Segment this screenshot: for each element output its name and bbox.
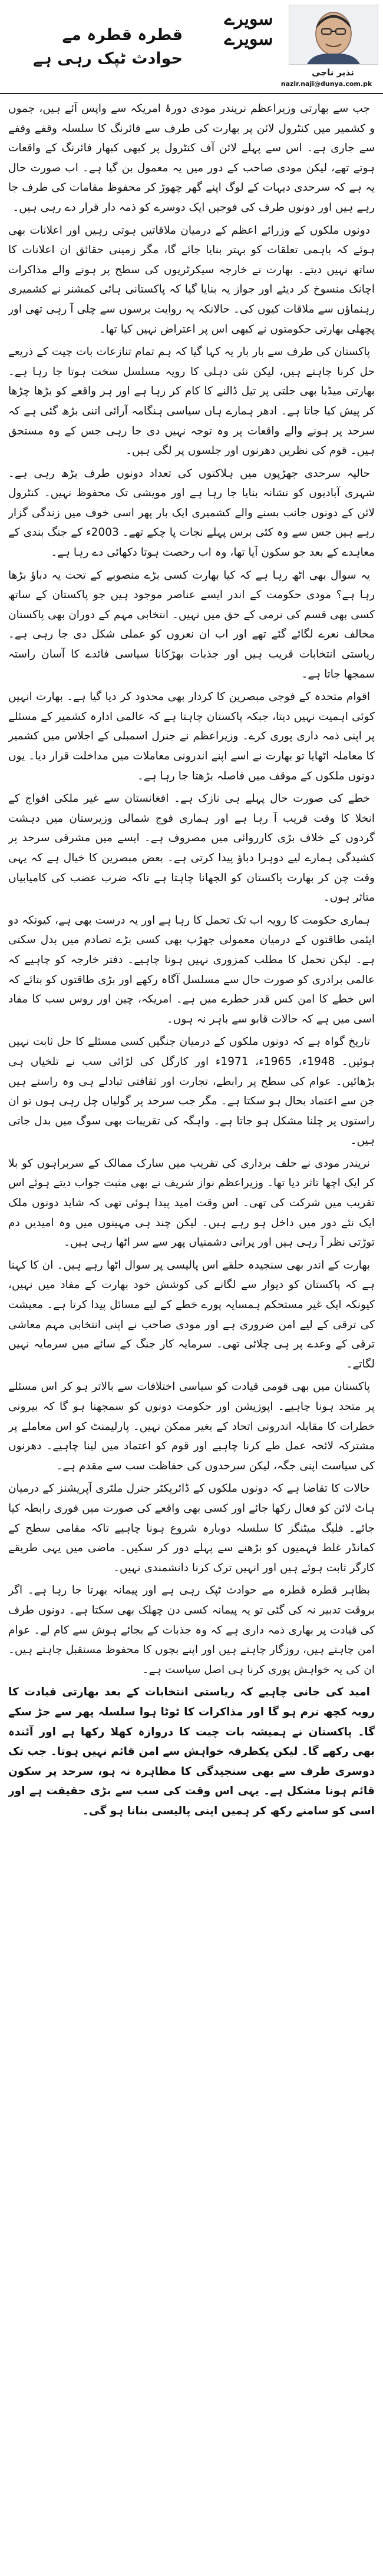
article-paragraph: پاکستان میں بھی قومی قیادت کو سیاسی اختلافات سے بالاتر ہو کر اس مسئلے پر متحد ہونا چاہیے۔ اپوزیشن اور حکومت دونوں کو سمجھنا ہو گا کہ بیرونی خطرات کا مقابلہ اندرونی اتحاد کے بغیر ممکن نہیں۔ پارلیمنٹ کو اس معاملے پر مشترکہ لائحہ عمل طے کرنا چاہیے اور قوم کو اعتماد میں لینا چاہیے۔ دھرنوں کی سیاست اپنی جگہ، لیکن سرحدوں کی حفاظت سب سے مقدم ہے۔: [8, 1380, 375, 1472]
column-logo: [213, 9, 284, 49]
column-headline: قطرہ قطرہ مے حوادث ٹپک رہی ہے: [33, 26, 183, 68]
article-paragraph: بظاہر قطرہ قطرہ مے حوادث ٹپک رہی ہے اور پیمانہ بھرتا جا رہا ہے۔ اگر بروقت تدبیر نہ کی گئی تو یہ پیمانہ کسی دن چھلک بھی سکتا ہے۔ دونوں طرف کی قیادت پر بھاری ذمہ داری ہے کہ وہ جذبات کے بجائے ہوش سے کام لے۔ عوام امن چاہتے ہیں، روزگار چاہتے ہیں اور اپنے بچوں کا محفوظ مستقبل چاہتے ہیں۔ ان کی یہ خواہش پوری کرنا ہی اصل سیاست ہے۔: [8, 1584, 375, 1676]
column-header: [0, 0, 383, 94]
article-paragraph: تاریخ گواہ ہے کہ دونوں ملکوں کے درمیان جنگیں کسی مسئلے کا حل ثابت نہیں ہوئیں۔ 1948ء، 1965ء، 1971ء اور کارگل کی لڑائی سب نے تلخیاں ہی بڑھائیں۔ عوام کی سطح پر رابطے، تجارت اور ثقافتی تبادلے ہی وہ راستے ہیں جن سے اعتماد بحال ہو سکتا ہے۔ مگر جب سرحد پر گولیاں چل رہی ہوں تو ان راستوں پر چلنا مشکل ہو جاتا ہے۔ واہگہ کی تقریبات بھی سوگ میں بدل جاتی ہیں۔: [8, 1035, 375, 1147]
article-paragraph: ہماری حکومت کا رویہ اب تک تحمل کا رہا ہے اور یہ درست بھی ہے، کیونکہ دو ایٹمی طاقتوں کے درمیان معمولی جھڑپ بھی کسی بڑے تصادم میں بدل سکتی ہے۔ لیکن تحمل کا مطلب کمزوری نہیں ہونا چاہیے۔ دفتر خارجہ کو چاہیے کہ عالمی برادری کو صورت حال سے مسلسل آگاہ رکھے اور بڑی طاقتوں کو بتائے کہ اس خطے کا امن کس قدر خطرے میں ہے۔ امریکہ، چین اور روس سب کا مفاد اسی میں ہے کہ حالات قابو سے باہر نہ ہوں۔: [8, 914, 375, 1025]
author-name: نذیر ناجی: [312, 67, 354, 78]
column-logo-line2: سویرے: [224, 29, 273, 49]
article-paragraph: حالیہ سرحدی جھڑپوں میں ہلاکتوں کی تعداد دونوں طرف بڑھ رہی ہے۔ شہری آبادیوں کو نشانہ بنایا جا رہا ہے اور مویشی تک محفوظ نہیں۔ کنٹرول لائن کے دونوں جانب بسنے والے کشمیری ایک بار پھر اسی خوف میں زندگی گزار رہے ہیں جس سے وہ کئی برس پہلے نجات پا چکے تھے۔ 2003ء کے جنگ بندی کے معاہدے کے بعد جو سکون آیا تھا، وہ اب رخصت ہوتا دکھائی دے رہا ہے۔: [8, 467, 375, 559]
author-portrait-image: [289, 5, 378, 64]
author-portrait: [289, 5, 378, 65]
article-paragraph: نریندر مودی نے حلف برداری کی تقریب میں سارک ممالک کے سربراہوں کو بلا کر ایک اچھا تاثر دیا تھا۔ وزیراعظم نواز شریف نے بھی مثبت جواب دیتے ہوئے اس تقریب میں شرکت کی تھی۔ اس وقت امید پیدا ہوئی تھی کہ شاید دونوں ملک ایک نئے دور میں داخل ہو رہے ہیں۔ لیکن چند ہی مہینوں میں وہ امیدیں دم توڑتی نظر آ رہی ہیں اور پرانی دشمنیاں پھر سے سر اٹھا رہی ہیں۔: [8, 1157, 375, 1249]
article-paragraph: اقوام متحدہ کے فوجی مبصرین کا کردار بھی محدود کر دیا گیا ہے۔ بھارت انہیں کوئی اہمیت نہیں دیتا، جبکہ پاکستان چاہتا ہے کہ عالمی ادارہ کشمیر کے مسئلے پر اپنی ذمہ داری پوری کرے۔ وزیراعظم نے جنرل اسمبلی کے اجلاس میں کشمیر کا معاملہ اٹھایا تو بھارت نے اسے اپنے اندرونی معاملات میں مداخلت قرار دیا۔ یوں دونوں ملکوں کے موقف میں فاصلہ بڑھتا جا رہا ہے۔: [8, 691, 375, 782]
article-paragraph: حالات کا تقاضا ہے کہ دونوں ملکوں کے ڈائریکٹر جنرل ملٹری آپریشنز کے درمیان ہاٹ لائن کو فعال رکھا جائے اور کسی بھی واقعے کی صورت میں فوری رابطہ کیا جائے۔ فلیگ میٹنگز کا سلسلہ دوبارہ شروع ہونا چاہیے تاکہ مقامی سطح کے کمانڈر غلط فہمیوں کو بڑھنے سے پہلے دور کر سکیں۔ ماضی میں یہی طریقے کارگر ثابت ہوئے ہیں اور انہیں ترک کرنا دانشمندی نہیں۔: [8, 1482, 375, 1574]
article-paragraph: یہ سوال بھی اٹھ رہا ہے کہ کیا بھارت کسی بڑے منصوبے کے تحت یہ دباؤ بڑھا رہا ہے؟ مودی حکومت کے اندر ایسے عناصر موجود ہیں جو پاکستان کے ساتھ کسی بھی قسم کی نرمی کے حق میں نہیں۔ انتخابی مہم کے دوران بھی پاکستان مخالف نعرے لگائے گئے تھے اور اب ان نعروں کو عملی شکل دی جا رہی ہے۔ ریاستی انتخابات قریب ہیں اور جذبات بھڑکانا سیاسی فائدے کا آسان راستہ سمجھا جاتا ہے۔: [8, 569, 375, 680]
article-paragraph: دونوں ملکوں کے وزرائے اعظم کے درمیان ملاقاتیں ہوتی رہیں اور اعلانات بھی ہوئے کہ باہمی تعلقات کو بہتر بنایا جائے گا، مگر زمینی حقائق ان اعلانات کا ساتھ نہیں دیتے۔ بھارت نے خارجہ سیکرٹریوں کی سطح پر ہونے والے مذاکرات اچانک منسوخ کر دیئے اور جواز یہ بنایا گیا کہ پاکستانی ہائی کمشنر نے کشمیری رہنماؤں سے ملاقات کیوں کی۔ حالانکہ یہ روایت برسوں سے چلی آ رہی تھی اور پچھلی بھارتی حکومتوں نے کبھی اس پر اعتراض نہیں کیا تھا۔: [8, 224, 375, 336]
article-paragraph: بھارت کے اندر بھی سنجیدہ حلقے اس پالیسی پر سوال اٹھا رہے ہیں۔ ان کا کہنا ہے کہ پاکستان کو دیوار سے لگانے کی کوشش خود بھارت کے مفاد میں نہیں، کیونکہ ایک غیر مستحکم ہمسایہ پورے خطے کے لیے مسائل پیدا کرتا ہے۔ معیشت کی ترقی کے لیے امن ضروری ہے اور مودی صاحب نے اپنی انتخابی مہم معاشی ترقی کے وعدے پر ہی چلائی تھی۔ سرمایہ کار جنگ کے سائے میں سرمایہ نہیں لگاتے۔: [8, 1259, 375, 1370]
article-paragraph: امید کی جانی چاہیے کہ ریاستی انتخابات کے بعد بھارتی قیادت کا رویہ کچھ نرم ہو گا اور مذاکرات کا ٹوٹا ہوا سلسلہ پھر سے جڑ سکے گا۔ پاکستان نے ہمیشہ بات چیت کا دروازہ کھلا رکھا ہے اور آئندہ بھی رکھے گا۔ لیکن یکطرفہ خواہش سے امن قائم نہیں ہوتا۔ جب تک دوسری طرف سے بھی سنجیدگی کا مظاہرہ نہ ہو، سرحد پر سکون قائم ہونا مشکل ہے۔ یہی اس وقت کی سب سے بڑی حقیقت ہے اور اسی کو سامنے رکھ کر ہمیں اپنی پالیسی بنانا ہو گی۔: [8, 1686, 375, 1817]
article-paragraph: خطے کی صورت حال پہلے ہی نازک ہے۔ افغانستان سے غیر ملکی افواج کے انخلا کا وقت قریب آ رہا ہے اور ہماری فوج شمالی وزیرستان میں دہشت گردوں کے خلاف بڑی کارروائی میں مصروف ہے۔ ایسے میں مشرقی سرحد پر کشیدگی ہمارے لیے دوہرا دباؤ پیدا کرتی ہے۔ بعض مبصرین کا خیال ہے کہ یہی وقت چن کر بھارت پاکستان کو الجھانا چاہتا ہے تاکہ ضرب عضب کی کامیابیاں متاثر ہوں۔: [8, 792, 375, 904]
article-body: [8, 99, 375, 2569]
author-email: nazir.naji@dunya.com.pk: [280, 80, 372, 88]
article-paragraph: پاکستان کی طرف سے بار بار یہ کہا گیا کہ ہم تمام تنازعات بات چیت کے ذریعے حل کرنا چاہتے ہیں، لیکن نئی دہلی کا رویہ مسلسل سخت ہوتا جا رہا ہے۔ بھارتی میڈیا بھی جلتی پر تیل ڈالنے کا کام کر رہا ہے اور ہر واقعے کو بڑھا چڑھا کر پیش کیا جاتا ہے۔ ادھر ہمارے ہاں سیاسی ہنگامہ آرائی اتنی بڑھ گئی ہے کہ سرحد پر ہونے والے واقعات پر وہ توجہ نہیں دی جا رہی جس کے وہ مستحق ہیں۔ قوم کی نظریں دھرنوں اور جلسوں پر لگی ہیں۔: [8, 346, 375, 457]
column-logo-line1: سویرے: [224, 9, 273, 29]
article-paragraph: جب سے بھارتی وزیراعظم نریندر مودی دورۂ امریکہ سے واپس آئے ہیں، جموں و کشمیر میں کنٹرول لائن پر بھارت کی طرف سے فائرنگ کا سلسلہ وقفے وقفے سے جاری ہے۔ اس سے پہلے لائن آف کنٹرول پر کبھی کبھار فائرنگ کے واقعات ہوتے تھے، لیکن مودی صاحب کے دور میں یہ معمول بن گیا ہے۔ اب صورت حال یہ ہے کہ سرحدی دیہات کے لوگ اپنے گھر چھوڑ کر محفوظ مقامات کی طرف جا رہے ہیں اور دونوں طرف کی فوجیں ایک دوسرے کو ذمہ دار قرار دے رہی ہیں۔: [8, 102, 375, 214]
